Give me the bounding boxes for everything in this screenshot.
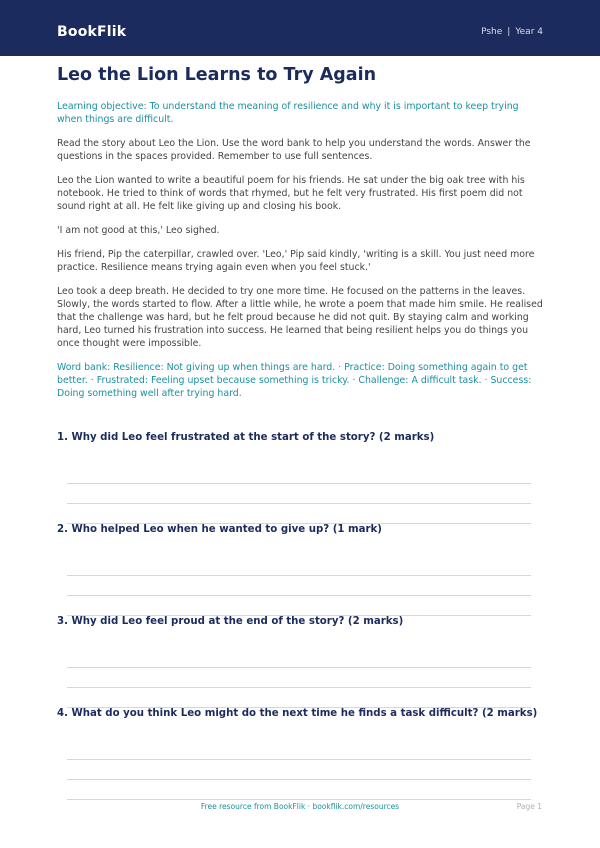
instructions: Read the story about Leo the Lion. Use the word bank to help you understand the words. Answer the questions in the spaces provided. Remember to use full sentences. bbox=[57, 138, 531, 162]
year-label: Year 4 bbox=[515, 27, 543, 37]
questions-section bbox=[57, 428, 543, 796]
subject-label: Pshe bbox=[481, 27, 503, 37]
answer-line[interactable] bbox=[67, 595, 531, 596]
story-paragraph-1: Leo the Lion wanted to write a beautiful poem for his friends. He sat under the big oak tree with his notebook. He tried to think of words that rhymed, but he felt very frustrated. His first poem did not sound right at all. He felt like giving up and closing his book. bbox=[57, 175, 525, 212]
page-title: Leo the Lion Learns to Try Again bbox=[57, 65, 377, 85]
question-block bbox=[57, 708, 543, 796]
story-paragraph-4: Leo took a deep breath. He decided to try one more time. He focused on the patterns in the leaves. Slowly, the words started to flow. After a little while, he wrote a poem that made him smile. He realised that the challenge was hard, but he felt proud because he did not quit. By staying calm and working hard, Leo turned his frustration into success. He learned that being resilient helps you do things you once thought were impossible. bbox=[57, 286, 543, 349]
answer-line[interactable] bbox=[67, 483, 531, 484]
page-number: Page 1 bbox=[516, 802, 542, 811]
answer-line[interactable] bbox=[67, 779, 531, 780]
footer-link[interactable]: Free resource from BookFlik · bookflik.com/resources bbox=[200, 802, 400, 811]
question-text: 3. Why did Leo feel proud at the end of the story? (2 marks) bbox=[57, 616, 404, 627]
answer-line[interactable] bbox=[67, 575, 531, 576]
question-block bbox=[57, 524, 543, 612]
question-text: 2. Who helped Leo when he wanted to give up? (1 mark) bbox=[57, 524, 382, 535]
learning-objective: Learning objective: To understand the meaning of resilience and why it is important to keep trying when things are difficult. bbox=[57, 101, 519, 125]
answer-line[interactable] bbox=[67, 799, 531, 800]
word-bank: Word bank: Resilience: Not giving up when things are hard. · Practice: Doing something again to get better. · Frustrated: Feeling upset because something is tricky. · Challenge: A difficult task. · Success: Doing something well after trying hard. bbox=[57, 362, 532, 399]
header-separator: | bbox=[507, 27, 511, 37]
header-bar bbox=[0, 0, 600, 56]
brand-logo: BookFlik bbox=[57, 24, 127, 40]
question-text: 1. Why did Leo feel frustrated at the start of the story? (2 marks) bbox=[57, 432, 435, 443]
question-block bbox=[57, 616, 543, 704]
answer-line[interactable] bbox=[67, 687, 531, 688]
story-paragraph-3: His friend, Pip the caterpillar, crawled over. 'Leo,' Pip said kindly, 'writing is a skill. You just need more practice. Resilience means trying again even when you feel stuck.' bbox=[57, 249, 535, 273]
question-text: 4. What do you think Leo might do the next time he finds a task difficult? (2 marks) bbox=[57, 708, 538, 719]
answer-line[interactable] bbox=[67, 503, 531, 504]
answer-line[interactable] bbox=[67, 759, 531, 760]
story-paragraph-2: 'I am not good at this,' Leo sighed. bbox=[57, 225, 220, 236]
worksheet-content bbox=[57, 100, 543, 411]
answer-line[interactable] bbox=[67, 667, 531, 668]
question-block bbox=[57, 432, 543, 520]
header-meta bbox=[481, 27, 543, 37]
